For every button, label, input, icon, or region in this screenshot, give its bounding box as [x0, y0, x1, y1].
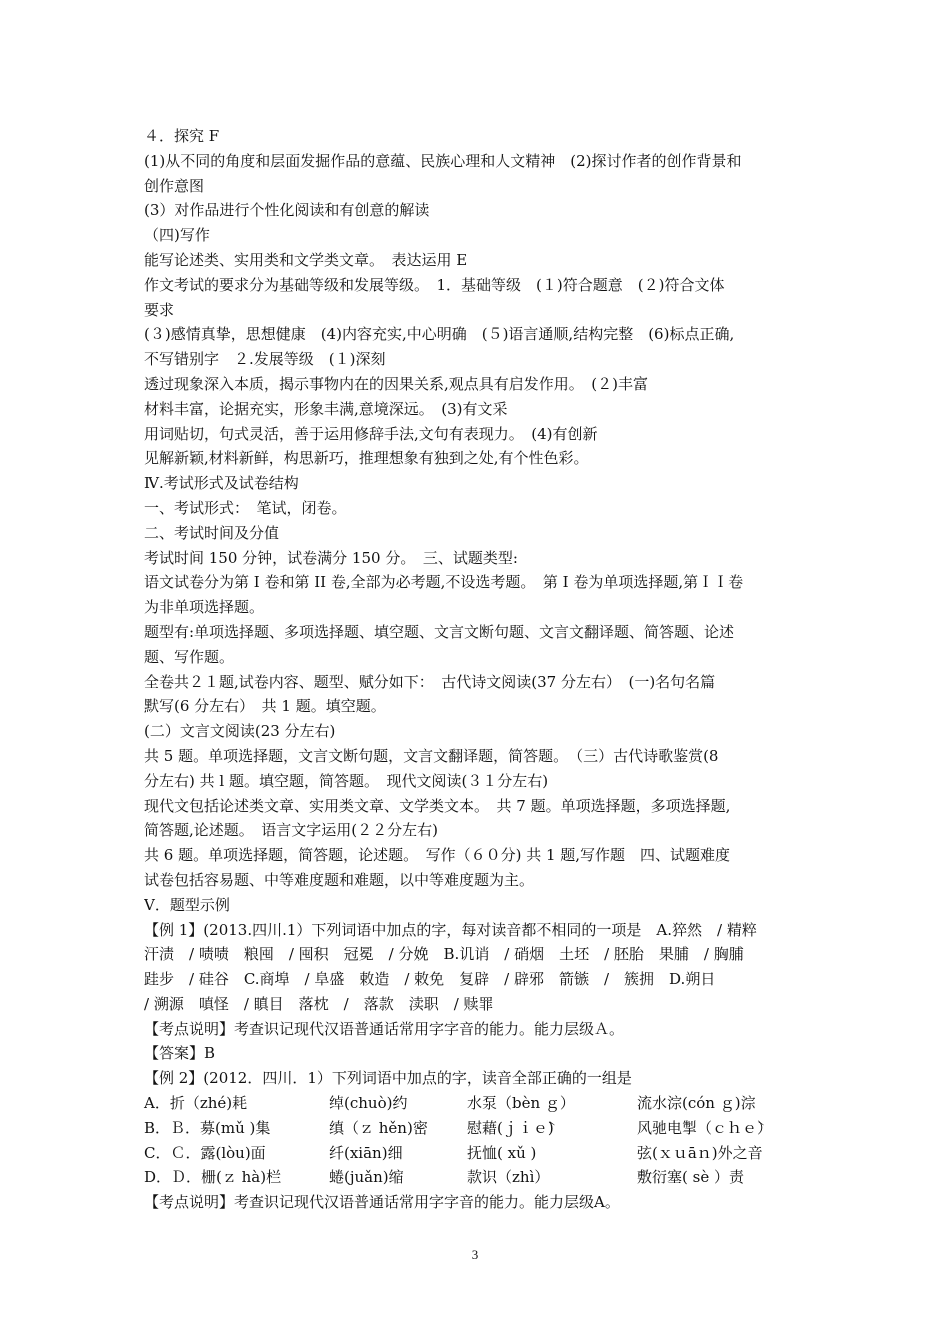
answer-option-cell: 流水淙(cón ｇ)淙 — [637, 1094, 756, 1113]
text-line: V．题型示例 — [144, 895, 230, 914]
text-line: Ⅳ.考试形式及试卷结构 — [144, 474, 299, 493]
text-line: (二）文言文阅读(23 分左右) — [144, 722, 336, 741]
text-line: 现代文包括论述类文章、实用类文章、文学类文本。 共 7 题。单项选择题，多项选择题, — [144, 796, 731, 815]
text-line: 汗渍 / 啧啧 粮囤 / 囤积 冠冕 / 分娩 B.讥诮 / 硝烟 土坯 / 胚胎 果脯 / 胸脯 — [144, 945, 744, 964]
answer-option-cell: 敷衍塞( sè ）责 — [637, 1168, 744, 1187]
text-line: 【答案】B — [144, 1044, 216, 1063]
answer-option-cell: C．Ｃ．露(lòu)面 — [144, 1143, 266, 1162]
text-line: 【考点说明】考查识记现代汉语普通话常用字字音的能力。能力层级Ａ。 — [144, 1019, 625, 1038]
text-line: 能写论述类、实用类和文学类文章。 表达运用 E — [144, 250, 468, 269]
answer-option-cell: 弦(ｘｕāｎ)外之音 — [637, 1143, 763, 1162]
answer-option-cell: 水泵（bèn ｇ） — [467, 1094, 575, 1113]
text-line: 为非单项选择题。 — [144, 598, 265, 617]
answer-option-cell: A．折（zhé)耗 — [144, 1094, 248, 1113]
text-line: 题、写作题。 — [144, 647, 235, 666]
text-line: 语文试卷分为第 I 卷和第 II 卷,全部为必考题,不设选考题。 第 I 卷为单项选择题,第ＩＩ卷 — [144, 573, 744, 592]
text-line: 简答题,论述题。 语言文字运用(２２分左右) — [144, 821, 438, 840]
answer-option-row — [144, 1165, 810, 1190]
answer-option-cell: 风驰电掣（ｃｈｅ̀） — [637, 1118, 773, 1137]
page-number: 3 — [471, 1247, 479, 1262]
text-line: / 溯源 嗔怪 / 瞋目 落枕 / 落款 渎职 / 赎罪 — [144, 994, 494, 1013]
answer-option-cell: 纤(xiān)细 — [329, 1143, 403, 1162]
text-line: 试卷包括容易题、中等难度题和难题，以中等难度题为主。 — [144, 870, 535, 889]
text-line: 材料丰富，论据充实，形象丰满,意境深远。 (3)有文采 — [144, 399, 508, 418]
text-line: 用词贴切，句式灵活，善于运用修辞手法,文句有表现力。 (4)有创新 — [144, 424, 598, 443]
answer-option-row — [144, 1116, 810, 1141]
answer-option-cell: 款识（zhì） — [467, 1168, 550, 1187]
text-line: 透过现象深入本质，揭示事物内在的因果关系,观点具有启发作用。 (２)丰富 — [144, 374, 648, 393]
text-line: 跬步 / 硅谷 C.商埠 / 阜盛 敕造 / 敕免 复辟 / 辟邪 箭镞 / 簇拥 D.朔日 — [144, 970, 716, 989]
text-line: 题型有:单项选择题、多项选择题、填空题、文言文断句题、文言文翻译题、简答题、论述 — [144, 622, 735, 641]
answer-option-cell: 蜷(juǎn)缩 — [329, 1168, 404, 1187]
text-line: (3）对作品进行个性化阅读和有创意的解读 — [144, 201, 430, 220]
text-line: 不写错别字 ２.发展等级 (１)深刻 — [144, 350, 386, 369]
text-line: 一、考试形式： 笔试，闭卷。 — [144, 498, 347, 517]
text-line: (1)从不同的角度和层面发掘作品的意蕴、民族心理和人文精神 (2)探讨作者的创作背景和 — [144, 151, 742, 170]
answer-option-cell: B．Ｂ．募(mǔ )集 — [144, 1118, 271, 1137]
answer-option-cell: 抚恤( xǔ ) — [467, 1143, 537, 1162]
text-line: （四)写作 — [144, 226, 210, 245]
text-line: 见解新颖,材料新鲜，构思新巧，推理想象有独到之处,有个性色彩。 — [144, 449, 589, 468]
text-line: 二、考试时间及分值 — [144, 523, 280, 542]
text-line: 共 6 题。单项选择题，简答题，论述题。 写作（６０分) 共 1 题,写作题 四、试题难度 — [144, 846, 731, 865]
text-line: 要求 — [144, 300, 175, 319]
text-line: (３)感情真挚，思想健康 (4)内容充实,中心明确 (５)语言通顺,结构完整 (6)标点正确, — [144, 325, 735, 344]
answer-option-cell: 绰(chuò)约 — [329, 1094, 408, 1113]
answer-option-row — [144, 1091, 810, 1116]
answer-option-cell: D．Ｄ．栅(ｚ hà)栏 — [144, 1168, 282, 1187]
text-line: 默写(6 分左右） 共 1 题。填空题。 — [144, 697, 386, 716]
page-body — [144, 124, 810, 1215]
text-line: 【例 1】(2013.四川.1）下列词语中加点的字，每对读音都不相同的一项是 A.猝然 / 精粹 — [144, 920, 757, 939]
text-line: 作文考试的要求分为基础等级和发展等级。 1．基础等级 (１)符合题意 (２)符合文体 — [144, 275, 725, 294]
text-line: 全卷共２１题,试卷内容、题型、赋分如下： 古代诗文阅读(37 分左右） (一)名句名篇 — [144, 672, 716, 691]
answer-option-cell: 慰藉(ｊｉｅ̀) — [467, 1118, 554, 1137]
text-line: 【例 2】(2012．四川．1）下列词语中加点的字，读音全部正确的一组是 — [144, 1069, 632, 1088]
text-line: 创作意图 — [144, 176, 205, 195]
text-line: 考试时间 150 分钟，试卷满分 150 分。 三、试题类型: — [144, 548, 518, 567]
answer-option-row — [144, 1141, 810, 1166]
text-line: ４．探究 F — [144, 127, 220, 145]
text-line: 分左右) 共 l 题。填空题，简答题。 现代文阅读(３１分左右) — [144, 771, 549, 790]
text-line: 【考点说明】考查识记现代汉语普通话常用字字音的能力。能力层级A。 — [144, 1193, 620, 1212]
answer-option-cell: 缜（ｚ hěn)密 — [329, 1118, 428, 1137]
text-line: 共 5 题。单项选择题，文言文断句题，文言文翻译题，简答题。 （三）古代诗歌鉴赏(8 — [144, 746, 719, 765]
